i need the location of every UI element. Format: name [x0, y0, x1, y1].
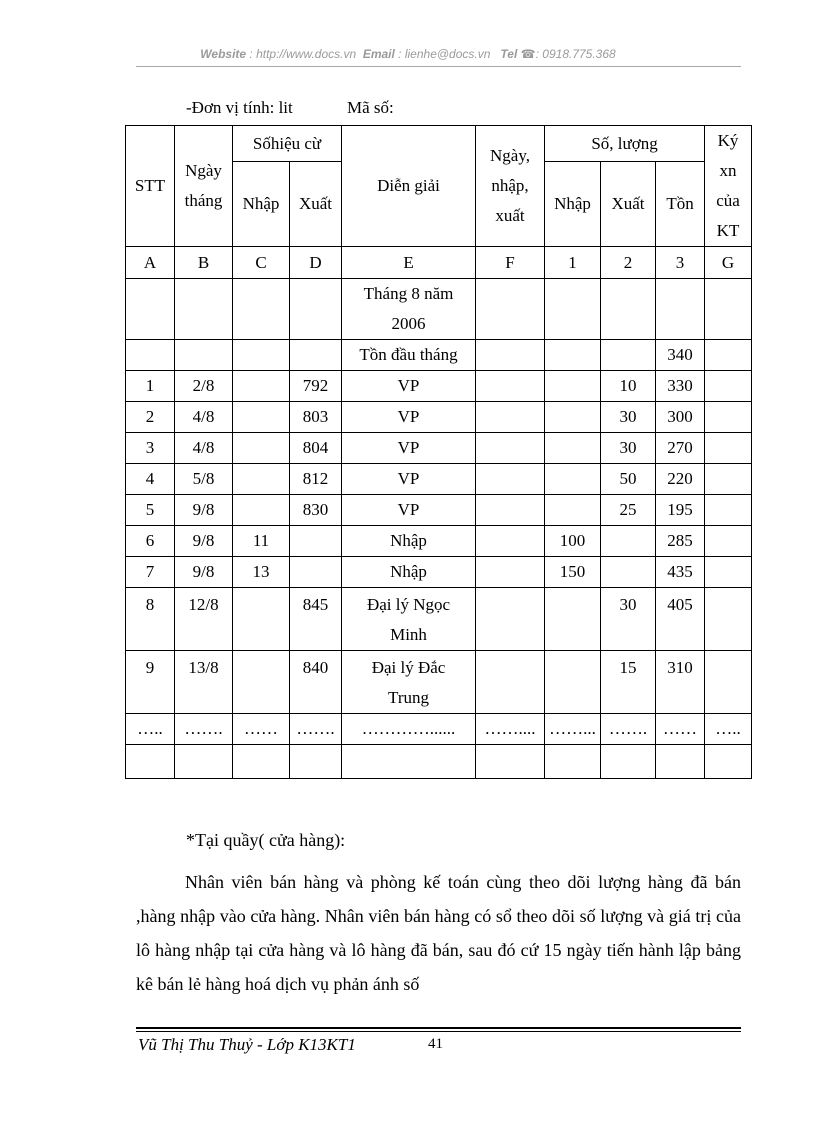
table-row: [126, 588, 752, 651]
header-divider: [136, 66, 741, 67]
table-cell: [233, 745, 290, 779]
row-desc-line2: Minh: [390, 625, 427, 644]
table-row: [126, 495, 752, 526]
column-code: F: [476, 247, 545, 279]
opening-row: [126, 340, 752, 371]
email-label: Email: [362, 47, 395, 61]
table-cell: [705, 279, 752, 340]
table-row: [126, 402, 752, 433]
email-value[interactable]: : lienhe@docs.vn: [398, 47, 491, 61]
table-cell: [233, 279, 290, 340]
ledger-body: [126, 371, 752, 714]
dots-cell: ……....: [476, 714, 545, 745]
table-cell: [290, 745, 342, 779]
table-row: [126, 557, 752, 588]
table-meta: [186, 98, 394, 118]
row-stt: 2: [126, 402, 175, 433]
header-text: Ký: [717, 131, 739, 150]
row-date: 9/8: [175, 526, 233, 557]
table-row: [126, 651, 752, 714]
row-desc-line1: VP: [397, 500, 420, 519]
row-nhap-no: [233, 588, 290, 651]
row-xuat-no: 840: [290, 651, 342, 714]
footer-divider-thin: [136, 1031, 741, 1032]
table-cell: [476, 745, 545, 779]
row-desc: [342, 464, 476, 495]
dots-cell: ……: [233, 714, 290, 745]
row-stt: 4: [126, 464, 175, 495]
table-cell: [545, 340, 601, 371]
row-ky: [705, 402, 752, 433]
row-date: 9/8: [175, 557, 233, 588]
row-desc-line1: VP: [397, 469, 420, 488]
row-desc: [342, 402, 476, 433]
row-desc: [342, 371, 476, 402]
row-xuat-no: [290, 526, 342, 557]
row-ky: [705, 495, 752, 526]
empty-row: [126, 745, 752, 779]
row-ton: 270: [656, 433, 705, 464]
table-cell: [601, 340, 656, 371]
table-cell: [656, 745, 705, 779]
row-sl-nhap: [545, 402, 601, 433]
row-xuat-no: 804: [290, 433, 342, 464]
header-ngay-thang: [175, 126, 233, 247]
table-cell: [545, 745, 601, 779]
row-ton: 300: [656, 402, 705, 433]
column-code: D: [290, 247, 342, 279]
row-sl-xuat: 30: [601, 433, 656, 464]
table-cell: [126, 745, 175, 779]
row-ton: 195: [656, 495, 705, 526]
unit-label: -Đơn vị tính: lit: [186, 98, 293, 117]
row-xuat-no: 792: [290, 371, 342, 402]
table-cell: [476, 340, 545, 371]
header-text: xuất: [495, 206, 525, 225]
row-nhap-no: 11: [233, 526, 290, 557]
opening-label: Tồn đầu tháng: [342, 340, 476, 371]
row-sl-xuat: 30: [601, 402, 656, 433]
row-ngay: [476, 433, 545, 464]
row-sl-nhap: 150: [545, 557, 601, 588]
row-desc: [342, 557, 476, 588]
header-text: nhập,: [491, 176, 529, 195]
header-ngay-nhap-xuat: [476, 126, 545, 247]
header-text: tháng: [184, 191, 223, 210]
row-desc: [342, 526, 476, 557]
row-stt: 8: [126, 588, 175, 651]
header-so-luong: Số, lượng: [545, 126, 705, 162]
row-stt: 9: [126, 651, 175, 714]
row-nhap-no: 13: [233, 557, 290, 588]
header-row: [126, 126, 752, 162]
column-code: E: [342, 247, 476, 279]
row-ngay: [476, 371, 545, 402]
row-nhap-no: [233, 402, 290, 433]
table-cell: [175, 745, 233, 779]
table-cell: [126, 279, 175, 340]
dots-cell: ……...: [545, 714, 601, 745]
table-cell: [601, 279, 656, 340]
row-ky: [705, 651, 752, 714]
body-paragraph: [136, 865, 741, 1001]
row-desc-line1: VP: [397, 376, 420, 395]
header-dien-giai: Diễn giải: [342, 126, 476, 247]
column-code: A: [126, 247, 175, 279]
row-xuat-no: 845: [290, 588, 342, 651]
period-title-line2: 2006: [391, 314, 426, 333]
row-date: 9/8: [175, 495, 233, 526]
row-desc: [342, 651, 476, 714]
period-title: [342, 279, 476, 340]
dots-cell: …………......: [342, 714, 476, 745]
row-desc-line1: VP: [397, 407, 420, 426]
table-row: [126, 371, 752, 402]
row-desc-line1: Nhập: [390, 562, 427, 581]
row-date: 13/8: [175, 651, 233, 714]
period-title-line1: Tháng 8 năm: [363, 284, 454, 303]
header-so-hieu-nhap: Nhập: [233, 162, 290, 247]
row-date: 4/8: [175, 402, 233, 433]
row-sl-xuat: 30: [601, 588, 656, 651]
column-code: B: [175, 247, 233, 279]
row-ky: [705, 433, 752, 464]
row-desc: [342, 495, 476, 526]
column-code: 3: [656, 247, 705, 279]
table-cell: [545, 279, 601, 340]
row-sl-xuat: [601, 526, 656, 557]
row-date: 4/8: [175, 433, 233, 464]
row-sl-nhap: [545, 464, 601, 495]
website-label: Website: [200, 47, 247, 61]
row-sl-nhap: [545, 371, 601, 402]
row-sl-nhap: [545, 588, 601, 651]
page-header: [0, 47, 816, 61]
tel-label: Tel: [500, 47, 518, 61]
table-cell: [233, 340, 290, 371]
header-text: KT: [716, 221, 740, 240]
table-cell: [342, 745, 476, 779]
table-cell: [126, 340, 175, 371]
header-text: xn: [719, 161, 737, 180]
row-desc-line1: Nhập: [390, 531, 427, 550]
column-code: G: [705, 247, 752, 279]
row-desc-line1: Đại lý Đắc: [371, 658, 446, 677]
row-xuat-no: 803: [290, 402, 342, 433]
row-ngay: [476, 495, 545, 526]
row-nhap-no: [233, 464, 290, 495]
row-sl-nhap: 100: [545, 526, 601, 557]
row-ngay: [476, 588, 545, 651]
row-sl-nhap: [545, 495, 601, 526]
row-sl-nhap: [545, 433, 601, 464]
header-so-hieu: Sốhiệu cừ: [233, 126, 342, 162]
table-row: [126, 464, 752, 495]
row-xuat-no: [290, 557, 342, 588]
header-so-hieu-xuat: Xuất: [290, 162, 342, 247]
website-value[interactable]: : http://www.docs.vn: [249, 47, 357, 61]
row-ngay: [476, 557, 545, 588]
row-ton: 285: [656, 526, 705, 557]
footer-author: Vũ Thị Thu Thuỷ - Lớp K13KT1: [138, 1035, 356, 1054]
row-xuat-no: 830: [290, 495, 342, 526]
dots-cell: …..: [126, 714, 175, 745]
page-number: 41: [428, 1036, 443, 1052]
row-ton: 435: [656, 557, 705, 588]
row-xuat-no: 812: [290, 464, 342, 495]
row-sl-xuat: 25: [601, 495, 656, 526]
row-date: 2/8: [175, 371, 233, 402]
table-cell: [175, 279, 233, 340]
table-cell: [601, 745, 656, 779]
row-nhap-no: [233, 495, 290, 526]
row-stt: 5: [126, 495, 175, 526]
header-sl-ton: Tồn: [656, 162, 705, 247]
header-stt: STT: [126, 126, 175, 247]
header-text: Ngày: [185, 161, 222, 180]
column-code: C: [233, 247, 290, 279]
row-sl-xuat: [601, 557, 656, 588]
row-sl-xuat: 10: [601, 371, 656, 402]
dots-cell: …….: [175, 714, 233, 745]
dots-row: [126, 714, 752, 745]
column-code-row: [126, 247, 752, 279]
table-row: [126, 433, 752, 464]
row-ky: [705, 588, 752, 651]
inventory-ledger-table: [125, 125, 752, 779]
header-sl-xuat: Xuất: [601, 162, 656, 247]
table-row: [126, 526, 752, 557]
row-nhap-no: [233, 651, 290, 714]
header-text: Ngày,: [490, 146, 530, 165]
row-ngay: [476, 651, 545, 714]
table-cell: [705, 745, 752, 779]
dots-cell: …….: [290, 714, 342, 745]
row-stt: 1: [126, 371, 175, 402]
row-ky: [705, 526, 752, 557]
row-desc-line1: VP: [397, 438, 420, 457]
row-desc-line2: Trung: [388, 688, 429, 707]
row-ky: [705, 464, 752, 495]
row-date: 12/8: [175, 588, 233, 651]
code-label: Mã số:: [347, 98, 394, 117]
footer-divider: [136, 1027, 741, 1029]
row-ton: 310: [656, 651, 705, 714]
period-row: [126, 279, 752, 340]
opening-ton: 340: [656, 340, 705, 371]
header-ky-xn: [705, 126, 752, 247]
row-ngay: [476, 526, 545, 557]
dots-cell: …….: [601, 714, 656, 745]
row-ky: [705, 557, 752, 588]
row-nhap-no: [233, 371, 290, 402]
row-sl-xuat: 15: [601, 651, 656, 714]
column-code: 2: [601, 247, 656, 279]
row-ngay: [476, 402, 545, 433]
row-desc-line1: Đại lý Ngọc: [366, 595, 451, 614]
row-nhap-no: [233, 433, 290, 464]
row-ton: 220: [656, 464, 705, 495]
row-ton: 330: [656, 371, 705, 402]
row-date: 5/8: [175, 464, 233, 495]
dots-cell: ……: [656, 714, 705, 745]
row-ky: [705, 371, 752, 402]
table-cell: [175, 340, 233, 371]
row-stt: 6: [126, 526, 175, 557]
row-stt: 3: [126, 433, 175, 464]
row-desc: [342, 588, 476, 651]
header-text: của: [716, 191, 740, 210]
table-cell: [656, 279, 705, 340]
phone-icon: ☎: [520, 47, 536, 61]
row-ton: 405: [656, 588, 705, 651]
row-ngay: [476, 464, 545, 495]
row-desc: [342, 433, 476, 464]
row-sl-nhap: [545, 651, 601, 714]
table-cell: [290, 279, 342, 340]
column-code: 1: [545, 247, 601, 279]
header-sl-nhap: Nhập: [545, 162, 601, 247]
paragraph-text: Nhân viên bán hàng và phòng kế toán cùng theo dõi lượng hàng đã bán ,hàng nhập vào cửa hàng. Nhân viên bán hàng có sổ theo dõi số lượng và giá trị của lô hàng nhập tại cửa hàng và lô hàng đã bán, sau đó cứ 15 ngày tiến hành lập bảng kê bán lẻ hàng hoá dịch vụ phản ánh số: [136, 872, 741, 994]
tel-value: : 0918.775.368: [535, 47, 616, 61]
row-sl-xuat: 50: [601, 464, 656, 495]
row-stt: 7: [126, 557, 175, 588]
table-cell: [705, 340, 752, 371]
table-cell: [476, 279, 545, 340]
table-cell: [290, 340, 342, 371]
dots-cell: …..: [705, 714, 752, 745]
section-title: *Tại quầy( cửa hàng):: [186, 830, 346, 850]
